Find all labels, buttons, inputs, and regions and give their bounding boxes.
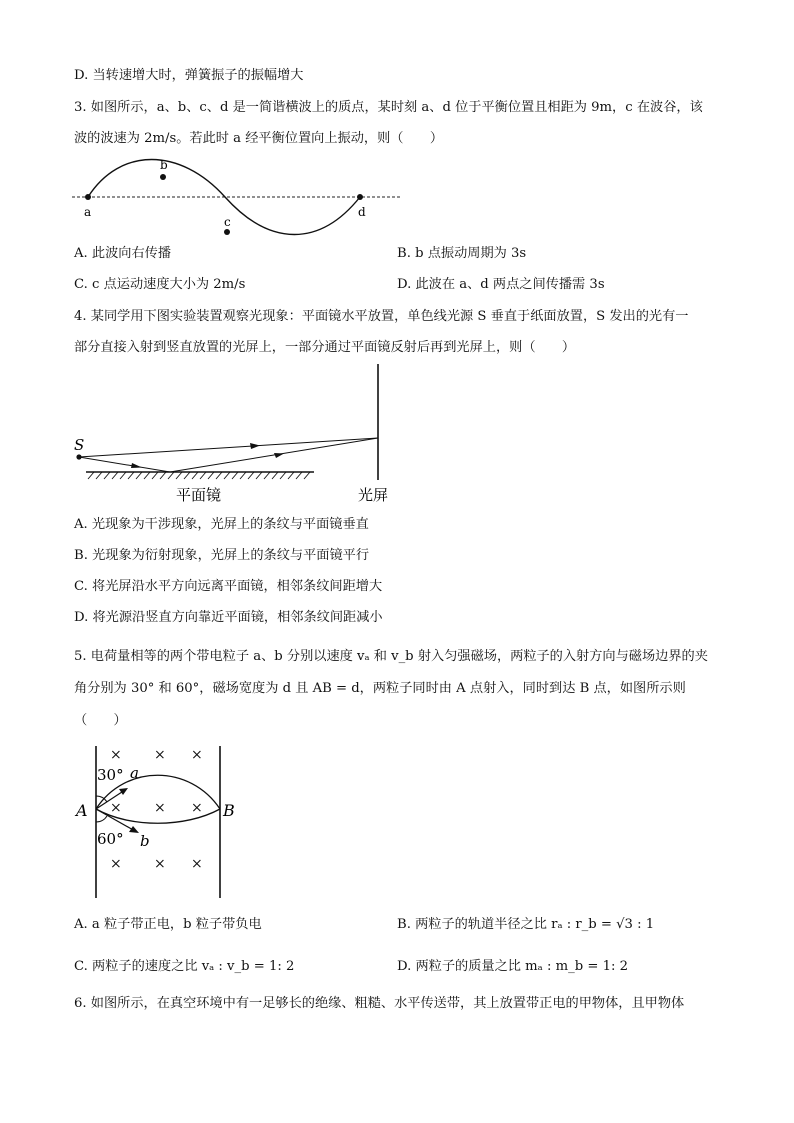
field-mark: × [191,856,203,872]
label-b-particle: b [140,832,150,850]
field-mark: × [154,747,166,763]
label-screen: 光屏 [358,486,389,504]
q5-stem-line1: 5. 电荷量相等的两个带电粒子 a、b 分别以速度 vₐ 和 v_b 射入匀强磁场，两粒子的入射方向与磁场边界的夹 [74,649,708,664]
q4-optics-figure [70,362,410,510]
q4-option-d: D. 将光源沿竖直方向靠近平面镜，相邻条纹间距减小 [74,610,383,625]
label-s: S [74,436,85,454]
q4-option-b: B. 光现象为衍射现象，光屏上的条纹与平面镜平行 [74,548,370,563]
q3-option-a: A. 此波向右传播 [74,246,172,261]
point-A-label: A [76,801,88,820]
label-c: c [224,215,231,229]
label-a: a [84,205,92,219]
field-mark: × [191,747,203,763]
q4-stem-line1: 4. 某同学用下图实验装置观察光现象：平面镜水平放置，单色线光源 S 垂直于纸面放置，S 发出的光有一 [74,309,689,324]
point-b [160,174,166,180]
q2-option-d: D. 当转速增大时，弹簧振子的振幅增大 [74,68,304,83]
q5-option-c: C. 两粒子的速度之比 vₐ : v_b = 1: 2 [74,959,295,974]
q4-stem-line2: 部分直接入射到竖直放置的光屏上，一部分通过平面镜反射后再到光屏上，则（ ） [74,340,576,355]
label-mirror: 平面镜 [176,486,222,504]
label-b: b [160,158,168,172]
reflected-ray [170,438,378,472]
q3-option-b: B. b 点振动周期为 3s [397,246,527,261]
field-mark: × [154,856,166,872]
q3-wave-figure [70,152,410,242]
field-mark: × [154,800,166,816]
q5-option-b: B. 两粒子的轨道半径之比 rₐ : r_b = √3 : 1 [397,917,655,932]
label-a-particle: a [130,764,139,782]
q3-option-d: D. 此波在 a、d 两点之间传播需 3s [397,277,605,292]
field-mark: × [191,800,203,816]
point-c [224,229,230,235]
q5-field-figure [70,740,250,902]
q5-option-a: A. a 粒子带正电，b 粒子带负电 [74,917,262,932]
q4-option-a: A. 光现象为干涉现象，光屏上的条纹与平面镜垂直 [74,517,369,532]
angle-60: 60° [97,830,124,848]
q5-stem-line3: （ ） [74,713,127,728]
q3-stem-line1: 3. 如图所示，a、b、c、d 是一简谐横波上的质点，某时刻 a、d 位于平衡位置且相距为 9m，c 在波谷，该 [74,100,703,115]
q4-option-c: C. 将光屏沿水平方向远离平面镜，相邻条纹间距增大 [74,579,383,594]
field-mark: × [110,800,122,816]
direct-ray [79,438,378,457]
point-d [357,194,363,200]
q3-option-c: C. c 点运动速度大小为 2m/s [74,277,246,292]
q3-stem-line2: 波的波速为 2m/s。若此时 a 经平衡位置向上振动，则（ ） [74,131,444,146]
field-mark: × [110,856,122,872]
label-d: d [358,205,366,219]
point-B-label: B [223,801,235,820]
angle-30: 30° [97,766,124,784]
q5-stem-line2: 角分别为 30° 和 60°，磁场宽度为 d 且 AB = d，两粒子同时由 A 点射入，同时到达 B 点，如图所示则 [74,681,686,696]
q6-stem-line1: 6. 如图所示，在真空环境中有一足够长的绝缘、粗糙、水平传送带，其上放置带正电的甲物体，且甲物体 [74,996,685,1011]
point-a [85,194,91,200]
field-mark: × [110,747,122,763]
incident-ray [79,457,170,472]
q5-option-d: D. 两粒子的质量之比 mₐ : m_b = 1: 2 [397,959,628,974]
